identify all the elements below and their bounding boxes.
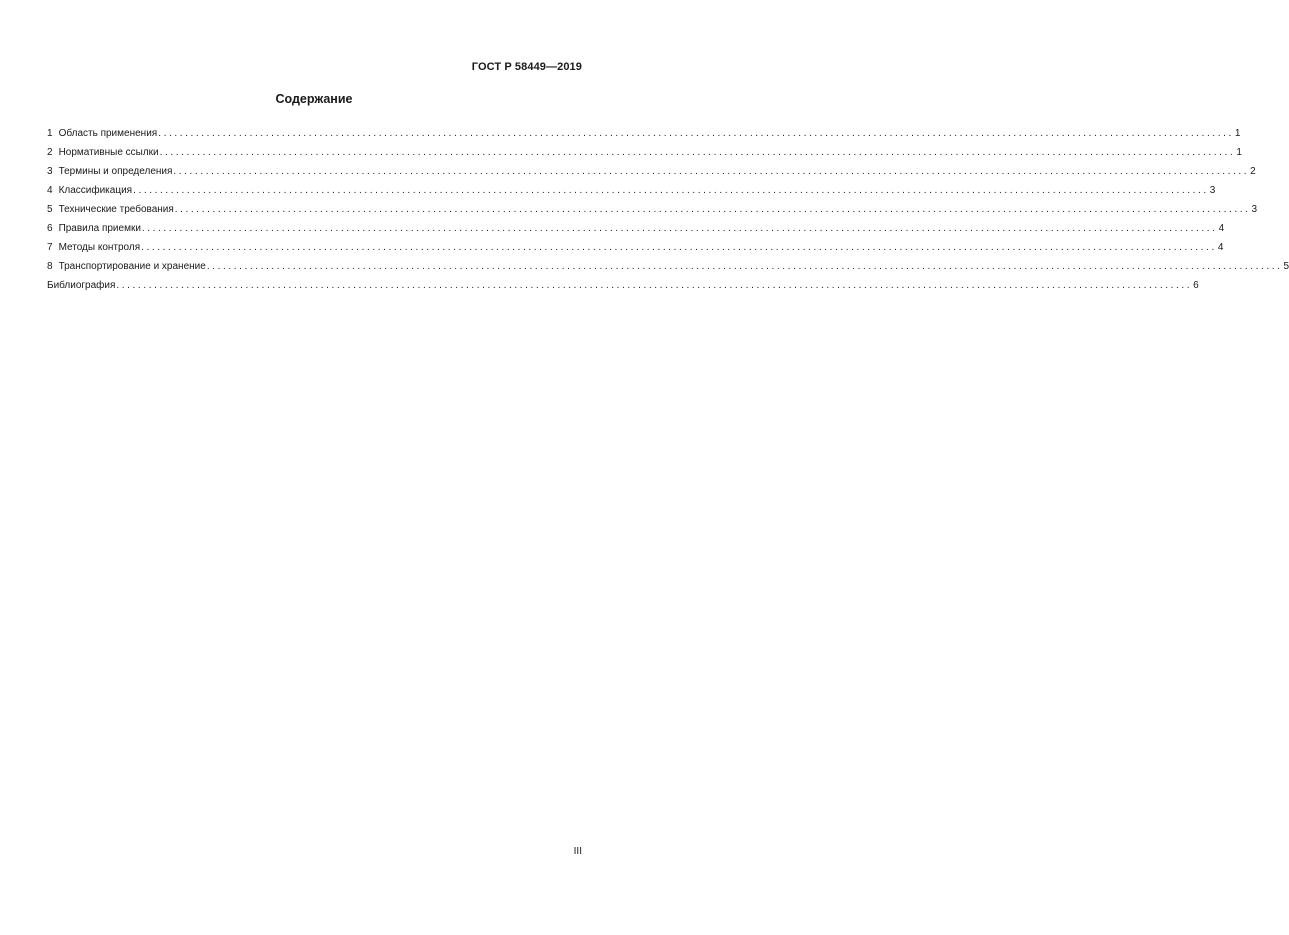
toc-leader-dots: ........................................................................................................................................................................................................ <box>173 166 1250 177</box>
toc-entry-label: Термины и определения <box>58 166 173 177</box>
toc-entry-label: Библиография <box>47 280 116 291</box>
toc-entry-acceptance-rules[interactable] <box>47 223 1225 242</box>
toc-entry-number: 7 <box>47 242 53 253</box>
toc-entry-scope[interactable] <box>47 128 1241 147</box>
toc-entry-test-methods[interactable] <box>47 242 1224 261</box>
toc-entry-label: Методы контроля <box>58 242 141 253</box>
toc-leader-dots: ........................................................................................................................................................................................................ <box>116 280 1193 291</box>
toc-entry-page: 1 <box>1234 128 1241 139</box>
toc-entry-label: Правила приемки <box>58 223 141 234</box>
toc-entry-page: 2 <box>1250 166 1256 177</box>
toc-leader-dots: ........................................................................................................................................................................................................ <box>133 185 1209 196</box>
toc-entry-number: 6 <box>47 223 53 234</box>
toc-entry-number: 5 <box>47 204 53 215</box>
toc-leader-dots: ........................................................................................................................................................................................................ <box>141 223 1218 234</box>
toc-entry-label: Нормативные ссылки <box>58 147 159 158</box>
toc-entry-transport-storage[interactable] <box>47 261 1289 280</box>
toc-title: Содержание <box>275 92 353 106</box>
toc-entry-label: Технические требования <box>58 204 174 215</box>
toc-entry-number: 3 <box>47 166 53 177</box>
toc-leader-dots: ........................................................................................................................................................................................................ <box>158 128 1234 139</box>
toc-entry-classification[interactable] <box>47 185 1216 204</box>
toc-leader-dots: ........................................................................................................................................................................................................ <box>141 242 1217 253</box>
toc-entry-page: 4 <box>1217 242 1224 253</box>
toc-entry-page: 3 <box>1251 204 1258 215</box>
toc-entry-page: 1 <box>1236 147 1242 158</box>
toc-entry-number: 1 <box>47 128 53 139</box>
toc-leader-dots: ........................................................................................................................................................................................................ <box>159 147 1236 158</box>
toc-entry-technical-requirements[interactable] <box>47 204 1258 223</box>
toc-leader-dots: ........................................................................................................................................................................................................ <box>206 261 1283 272</box>
toc-entry-page: 5 <box>1283 261 1289 272</box>
toc-entry-label: Область применения <box>58 128 158 139</box>
toc-entry-number: 4 <box>47 185 53 196</box>
table-of-contents <box>47 128 1289 299</box>
document-id: ГОСТ Р 58449—2019 <box>471 61 582 73</box>
toc-entry-number: 8 <box>47 261 53 272</box>
toc-entry-label: Классификация <box>58 185 133 196</box>
toc-entry-page: 6 <box>1193 280 1199 291</box>
toc-entry-page: 4 <box>1218 223 1225 234</box>
page-number: III <box>573 846 582 857</box>
toc-entry-bibliography[interactable] <box>47 280 1199 299</box>
toc-entry-label: Транспортирование и хранение <box>58 261 206 272</box>
toc-entry-normative-references[interactable] <box>47 147 1242 166</box>
toc-leader-dots: ........................................................................................................................................................................................................ <box>174 204 1251 215</box>
toc-entry-number: 2 <box>47 147 53 158</box>
toc-entry-terms[interactable] <box>47 166 1256 185</box>
toc-entry-page: 3 <box>1209 185 1216 196</box>
